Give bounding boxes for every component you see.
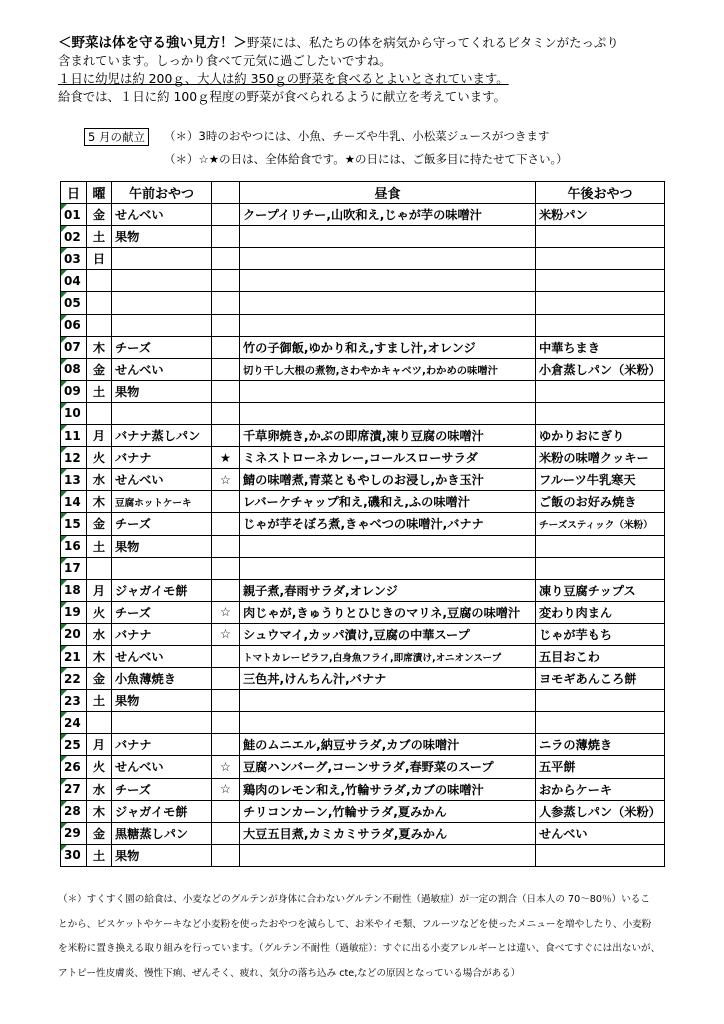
lunch-cell: 大豆五目煮,カミカミサラダ,夏みかん	[240, 822, 536, 844]
weekday-cell: 土	[87, 690, 112, 712]
day-cell: 19	[61, 601, 87, 623]
day-cell: 16	[61, 535, 87, 557]
table-row	[61, 668, 665, 690]
weekday-cell: 土	[87, 226, 112, 248]
day-cell: 05	[61, 292, 87, 314]
morning-snack-cell: 果物	[112, 226, 212, 248]
table-row	[61, 314, 665, 336]
lunch-cell: チリコンカーン,竹輪サラダ,夏みかん	[240, 800, 536, 822]
day-cell: 22	[61, 668, 87, 690]
morning-snack-cell: バナナ	[112, 623, 212, 645]
afternoon-snack-cell	[536, 402, 665, 424]
footnote	[58, 888, 680, 986]
weekday-cell	[87, 402, 112, 424]
lunch-cell	[240, 248, 536, 270]
intro-text	[58, 34, 678, 106]
mark-cell	[212, 557, 240, 579]
weekday-cell: 木	[87, 645, 112, 667]
table-row	[61, 248, 665, 270]
table-row	[61, 579, 665, 601]
table-row	[61, 800, 665, 822]
morning-snack-cell: ジャガイモ餅	[112, 800, 212, 822]
afternoon-snack-cell: ゆかりおにぎり	[536, 425, 665, 447]
lunch-cell	[240, 226, 536, 248]
intro-headline: ＜野菜は体を守る強い見方！＞	[58, 35, 247, 51]
day-cell: 18	[61, 579, 87, 601]
morning-snack-cell: せんべい	[112, 645, 212, 667]
day-cell: 02	[61, 226, 87, 248]
table-row	[61, 336, 665, 358]
day-cell: 20	[61, 623, 87, 645]
mark-cell	[212, 668, 240, 690]
day-cell: 01	[61, 204, 87, 226]
lunch-cell	[240, 690, 536, 712]
lunch-cell: 鮭のムニエル,納豆サラダ,カブの味噌汁	[240, 734, 536, 756]
lunch-cell	[240, 557, 536, 579]
day-cell: 27	[61, 778, 87, 800]
table-row	[61, 557, 665, 579]
mark-cell	[212, 402, 240, 424]
mark-cell	[212, 248, 240, 270]
weekday-cell	[87, 557, 112, 579]
weekday-cell: 金	[87, 358, 112, 380]
lunch-cell	[240, 270, 536, 292]
table-row	[61, 402, 665, 424]
morning-snack-cell: せんべい	[112, 358, 212, 380]
weekday-cell	[87, 292, 112, 314]
weekday-cell: 日	[87, 248, 112, 270]
mark-cell: ☆	[212, 756, 240, 778]
mark-cell	[212, 844, 240, 866]
day-cell: 09	[61, 380, 87, 402]
morning-snack-cell: せんべい	[112, 756, 212, 778]
footnote-line: アトピー性皮膚炎、慢性下痢、ぜんそく、疲れ、気分の落ち込み cte,などの原因となっている場合がある）	[58, 967, 521, 979]
mark-cell	[212, 822, 240, 844]
mark-cell	[212, 800, 240, 822]
morning-snack-cell: 果物	[112, 380, 212, 402]
weekday-cell: 火	[87, 447, 112, 469]
weekday-cell: 土	[87, 844, 112, 866]
menu-table	[60, 181, 665, 867]
morning-snack-cell: ジャガイモ餅	[112, 579, 212, 601]
day-cell: 13	[61, 469, 87, 491]
table-row	[61, 513, 665, 535]
mark-cell	[212, 425, 240, 447]
mark-cell: ☆	[212, 623, 240, 645]
morning-snack-cell: バナナ	[112, 447, 212, 469]
day-cell: 23	[61, 690, 87, 712]
morning-snack-cell: 小魚薄焼き	[112, 668, 212, 690]
footnote-line: （＊）すくすく園の給食は、小麦などのグルテンが身体に合わないグルテン不耐性（過敏症）が一定の割合（日本人の 70～80％）いるこ	[58, 894, 650, 905]
lunch-cell: 切り干し大根の煮物,さわやかキャベツ,わかめの味噌汁	[240, 358, 536, 380]
weekday-cell: 木	[87, 800, 112, 822]
morning-snack-cell: 豆腐ホットケーキ	[112, 491, 212, 513]
header-mark	[212, 182, 240, 204]
mark-cell: ★	[212, 447, 240, 469]
afternoon-snack-cell	[536, 380, 665, 402]
lunch-cell	[240, 292, 536, 314]
mark-cell	[212, 292, 240, 314]
day-cell: 25	[61, 734, 87, 756]
mark-cell: ☆	[212, 469, 240, 491]
afternoon-snack-cell: フルーツ牛乳寒天	[536, 469, 665, 491]
header-lunch: 昼食	[240, 182, 536, 204]
afternoon-snack-cell: ヨモギあんころ餅	[536, 668, 665, 690]
lunch-cell: 三色丼,けんちん汁,バナナ	[240, 668, 536, 690]
table-header-row	[61, 182, 665, 204]
afternoon-snack-cell: 米粉の味噌クッキー	[536, 447, 665, 469]
morning-snack-cell: チーズ	[112, 513, 212, 535]
morning-snack-cell: せんべい	[112, 204, 212, 226]
lunch-cell	[240, 402, 536, 424]
intro-line-4: 給食では、１日に約 100ｇ程度の野菜が食べられるように献立を考えています。	[58, 89, 506, 104]
day-cell: 21	[61, 645, 87, 667]
morning-snack-cell: 果物	[112, 535, 212, 557]
afternoon-snack-cell: ご飯のお好み焼き	[536, 491, 665, 513]
afternoon-snack-cell: 人参蒸しパン（米粉）	[536, 800, 665, 822]
morning-snack-cell	[112, 270, 212, 292]
lunch-cell: 鶏肉のレモン和え,竹輪サラダ,カブの味噌汁	[240, 778, 536, 800]
morning-snack-cell	[112, 402, 212, 424]
intro-line-2: 含まれています。しっかり食べて元気に過ごしたいですね。	[58, 53, 392, 68]
weekday-cell: 金	[87, 668, 112, 690]
day-cell: 14	[61, 491, 87, 513]
day-cell: 30	[61, 844, 87, 866]
table-row	[61, 822, 665, 844]
table-row	[61, 734, 665, 756]
day-cell: 10	[61, 402, 87, 424]
afternoon-snack-cell: ニラの薄焼き	[536, 734, 665, 756]
mark-cell	[212, 734, 240, 756]
table-row	[61, 491, 665, 513]
table-row	[61, 690, 665, 712]
mark-cell	[212, 314, 240, 336]
afternoon-snack-cell: せんべい	[536, 822, 665, 844]
afternoon-snack-cell	[536, 535, 665, 557]
mark-cell	[212, 491, 240, 513]
afternoon-snack-cell	[536, 844, 665, 866]
footnote-line: を米粉に置き換える取り組みを行っています。（グルテン不耐性（過敏症）：すぐに出る小麦アレルギーとは違い、食べてすぐには出ないが、	[58, 943, 661, 954]
morning-snack-cell	[112, 712, 212, 734]
table-row	[61, 204, 665, 226]
day-cell: 03	[61, 248, 87, 270]
menu-month-label: 5 月の献立	[84, 128, 149, 146]
morning-snack-cell	[112, 248, 212, 270]
weekday-cell	[87, 270, 112, 292]
lunch-cell	[240, 535, 536, 557]
day-cell: 26	[61, 756, 87, 778]
table-row	[61, 380, 665, 402]
day-cell: 12	[61, 447, 87, 469]
afternoon-snack-cell: 変わり肉まん	[536, 601, 665, 623]
note-group-meal: （＊）☆★の日は、全体給食です。★の日には、ご飯多目に持たせて下さい。）	[164, 152, 568, 166]
day-cell: 06	[61, 314, 87, 336]
morning-snack-cell	[112, 557, 212, 579]
lunch-cell	[240, 314, 536, 336]
table-row	[61, 601, 665, 623]
lunch-cell: 千草卵焼き,かぶの即席漬,凍り豆腐の味噌汁	[240, 425, 536, 447]
table-row	[61, 358, 665, 380]
lunch-cell: クープイリチー,山吹和え,じゃが芋の味噌汁	[240, 204, 536, 226]
weekday-cell: 月	[87, 425, 112, 447]
header-weekday: 曜	[87, 182, 112, 204]
morning-snack-cell: 果物	[112, 690, 212, 712]
table-row	[61, 292, 665, 314]
weekday-cell: 水	[87, 469, 112, 491]
day-cell: 08	[61, 358, 87, 380]
note-snack: （＊）3時のおやつには、小魚、チーズや牛乳、小松菜ジュースがつきます	[164, 129, 550, 143]
intro-line-1	[58, 34, 678, 52]
afternoon-snack-cell	[536, 690, 665, 712]
afternoon-snack-cell	[536, 248, 665, 270]
mark-cell	[212, 226, 240, 248]
lunch-cell: 竹の子御飯,ゆかり和え,すまし汁,オレンジ	[240, 336, 536, 358]
table-row	[61, 270, 665, 292]
lunch-cell: 肉じゃが,きゅうりとひじきのマリネ,豆腐の味噌汁	[240, 601, 536, 623]
lunch-cell	[240, 380, 536, 402]
day-cell: 11	[61, 425, 87, 447]
table-row	[61, 425, 665, 447]
lunch-cell	[240, 844, 536, 866]
mark-cell	[212, 204, 240, 226]
lunch-cell: 豆腐ハンバーグ,コーンサラダ,春野菜のスープ	[240, 756, 536, 778]
weekday-cell: 火	[87, 601, 112, 623]
table-row	[61, 645, 665, 667]
table-row	[61, 712, 665, 734]
afternoon-snack-cell: 中華ちまき	[536, 336, 665, 358]
table-row	[61, 844, 665, 866]
afternoon-snack-cell: 五平餅	[536, 756, 665, 778]
intro-line-3: １日に幼児は約 200ｇ、大人は約 350ｇの野菜を食べるとよいとされています。	[58, 71, 509, 86]
mark-cell	[212, 336, 240, 358]
table-row	[61, 778, 665, 800]
weekday-cell: 金	[87, 822, 112, 844]
weekday-cell: 水	[87, 623, 112, 645]
afternoon-snack-cell: チーズスティック（米粉）	[536, 513, 665, 535]
mark-cell	[212, 358, 240, 380]
weekday-cell: 土	[87, 535, 112, 557]
mark-cell: ☆	[212, 778, 240, 800]
weekday-cell: 水	[87, 778, 112, 800]
day-cell: 24	[61, 712, 87, 734]
table-row	[61, 756, 665, 778]
afternoon-snack-cell	[536, 226, 665, 248]
mark-cell	[212, 535, 240, 557]
mark-cell	[212, 513, 240, 535]
weekday-cell: 月	[87, 734, 112, 756]
afternoon-snack-cell	[536, 314, 665, 336]
morning-snack-cell	[112, 314, 212, 336]
mark-cell	[212, 380, 240, 402]
weekday-cell: 土	[87, 380, 112, 402]
afternoon-snack-cell	[536, 270, 665, 292]
weekday-cell: 金	[87, 513, 112, 535]
morning-snack-cell: 果物	[112, 844, 212, 866]
mark-cell	[212, 270, 240, 292]
lunch-cell: 親子煮,春雨サラダ,オレンジ	[240, 579, 536, 601]
weekday-cell	[87, 314, 112, 336]
header-afternoon-snack: 午後おやつ	[536, 182, 665, 204]
day-cell: 17	[61, 557, 87, 579]
header-day: 日	[61, 182, 87, 204]
weekday-cell: 金	[87, 204, 112, 226]
morning-snack-cell: バナナ	[112, 734, 212, 756]
weekday-cell: 木	[87, 491, 112, 513]
afternoon-snack-cell	[536, 292, 665, 314]
mark-cell	[212, 579, 240, 601]
day-cell: 07	[61, 336, 87, 358]
footnote-line: とから、ビスケットやケーキなど小麦粉を使ったおやつを減らして、お米やイモ類、フルーツなどを使ったメニューを増やしたり、小麦粉	[58, 918, 652, 930]
lunch-cell: シュウマイ,カッパ漬け,豆腐の中華スープ	[240, 623, 536, 645]
morning-snack-cell: チーズ	[112, 601, 212, 623]
morning-snack-cell: せんべい	[112, 469, 212, 491]
lunch-cell: ミネストローネカレー,コールスローサラダ	[240, 447, 536, 469]
morning-snack-cell: 黒糖蒸しパン	[112, 822, 212, 844]
table-row	[61, 226, 665, 248]
lunch-cell: トマトカレーピラフ,白身魚フライ,即席漬け,オニオンスープ	[240, 645, 536, 667]
weekday-cell: 月	[87, 579, 112, 601]
afternoon-snack-cell: おからケーキ	[536, 778, 665, 800]
morning-snack-cell	[112, 292, 212, 314]
mark-cell	[212, 712, 240, 734]
day-cell: 28	[61, 800, 87, 822]
weekday-cell: 木	[87, 336, 112, 358]
afternoon-snack-cell: 五目おこわ	[536, 645, 665, 667]
afternoon-snack-cell: 小倉蒸しパン（米粉）	[536, 358, 665, 380]
intro-line-1-rest: 野菜には、私たちの体を病気から守ってくれるビタミンがたっぷり	[247, 35, 619, 50]
lunch-cell: 鯖の味噌煮,青菜ともやしのお浸し,かき玉汁	[240, 469, 536, 491]
mark-cell	[212, 645, 240, 667]
header-morning-snack: 午前おやつ	[112, 182, 212, 204]
table-row	[61, 469, 665, 491]
table-row	[61, 447, 665, 469]
table-row	[61, 623, 665, 645]
weekday-cell: 火	[87, 756, 112, 778]
lunch-cell	[240, 712, 536, 734]
afternoon-snack-cell: じゃが芋もち	[536, 623, 665, 645]
day-cell: 04	[61, 270, 87, 292]
table-row	[61, 535, 665, 557]
lunch-cell: レバーケチャップ和え,磯和え,ふの味噌汁	[240, 491, 536, 513]
afternoon-snack-cell: 米粉パン	[536, 204, 665, 226]
mark-cell: ☆	[212, 601, 240, 623]
mark-cell	[212, 690, 240, 712]
day-cell: 29	[61, 822, 87, 844]
afternoon-snack-cell: 凍り豆腐チップス	[536, 579, 665, 601]
weekday-cell	[87, 712, 112, 734]
lunch-cell: じゃが芋そぼろ煮,きゃべつの味噌汁,バナナ	[240, 513, 536, 535]
morning-snack-cell: バナナ蒸しパン	[112, 425, 212, 447]
morning-snack-cell: チーズ	[112, 778, 212, 800]
morning-snack-cell: チーズ	[112, 336, 212, 358]
afternoon-snack-cell	[536, 712, 665, 734]
afternoon-snack-cell	[536, 557, 665, 579]
day-cell: 15	[61, 513, 87, 535]
